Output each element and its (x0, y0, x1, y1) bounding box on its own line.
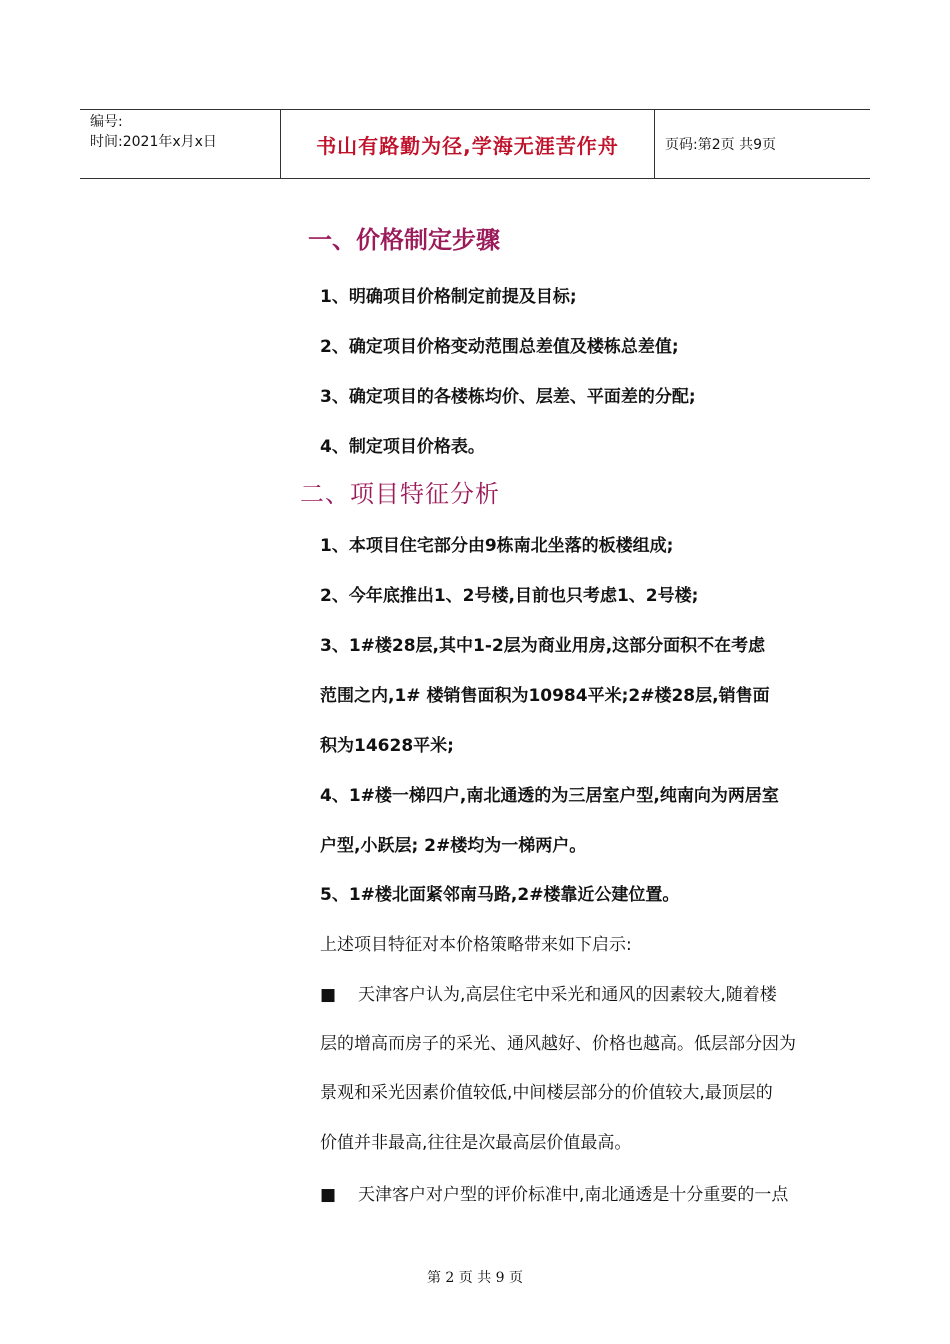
page-code: 页码:第2页 共9页 (665, 137, 776, 153)
list-item: 1、本项目住宅部分由9栋南北坐落的板楼组成; (320, 536, 674, 556)
paragraph-text: 天津客户对户型的评价标准中,南北通透是十分重要的一点 (358, 1185, 789, 1205)
bullet-square-icon: ■ (320, 985, 337, 1005)
section-title-pricing-steps: 一、价格制定步骤 (308, 226, 500, 254)
list-item: 4、1#楼一梯四户,南北通透的为三居室户型,纯南向为两居室 (320, 786, 779, 806)
bullet-paragraph-line (320, 1180, 788, 1205)
paragraph-text: 天津客户认为,高层住宅中采光和通风的因素较大,随着楼 (358, 985, 777, 1005)
header-page-cell (655, 110, 870, 178)
list-item: 3、确定项目的各楼栋均价、层差、平面差的分配; (320, 387, 696, 407)
list-item: 2、确定项目价格变动范围总差值及楼栋总差值; (320, 337, 679, 357)
intro-paragraph: 上述项目特征对本价格策略带来如下启示: (320, 935, 632, 955)
list-item: 5、1#楼北面紧邻南马路,2#楼靠近公建位置。 (320, 885, 680, 905)
list-item: 1、明确项目价格制定前提及目标; (320, 287, 577, 307)
number-label: 编号: (90, 114, 123, 130)
list-item: 3、1#楼28层,其中1-2层为商业用房,这部分面积不在考虑 (320, 636, 766, 656)
bullet-square-icon: ■ (320, 1185, 337, 1205)
paragraph-line: 层的增高而房子的采光、通风越好、价格也越高。低层部分因为 (320, 1034, 796, 1054)
list-item: 4、制定项目价格表。 (320, 437, 485, 457)
bullet-paragraph-line (320, 980, 777, 1005)
motto: 书山有路勤为径,学海无涯苦作舟 (316, 133, 619, 158)
page-footer: 第 2 页 共 9 页 (426, 1270, 524, 1286)
paragraph-line: 景观和采光因素价值较低,中间楼层部分的价值较大,最顶层的 (320, 1083, 773, 1103)
paragraph-line: 价值并非最高,往往是次最高层价值最高。 (320, 1133, 632, 1153)
header-meta (80, 110, 281, 178)
time-label: 时间:2021年x月x日 (90, 134, 217, 150)
list-item: 积为14628平米; (320, 736, 454, 756)
section-title-project-features: 二、项目特征分析 (300, 480, 500, 508)
list-item: 户型,小跃层; 2#楼均为一梯两户。 (320, 836, 587, 856)
header-motto-cell (281, 110, 655, 178)
list-item: 2、今年底推出1、2号楼,目前也只考虑1、2号楼; (320, 586, 699, 606)
page-header (80, 109, 870, 179)
list-item: 范围之内,1# 楼销售面积为10984平米;2#楼28层,销售面 (320, 686, 770, 706)
